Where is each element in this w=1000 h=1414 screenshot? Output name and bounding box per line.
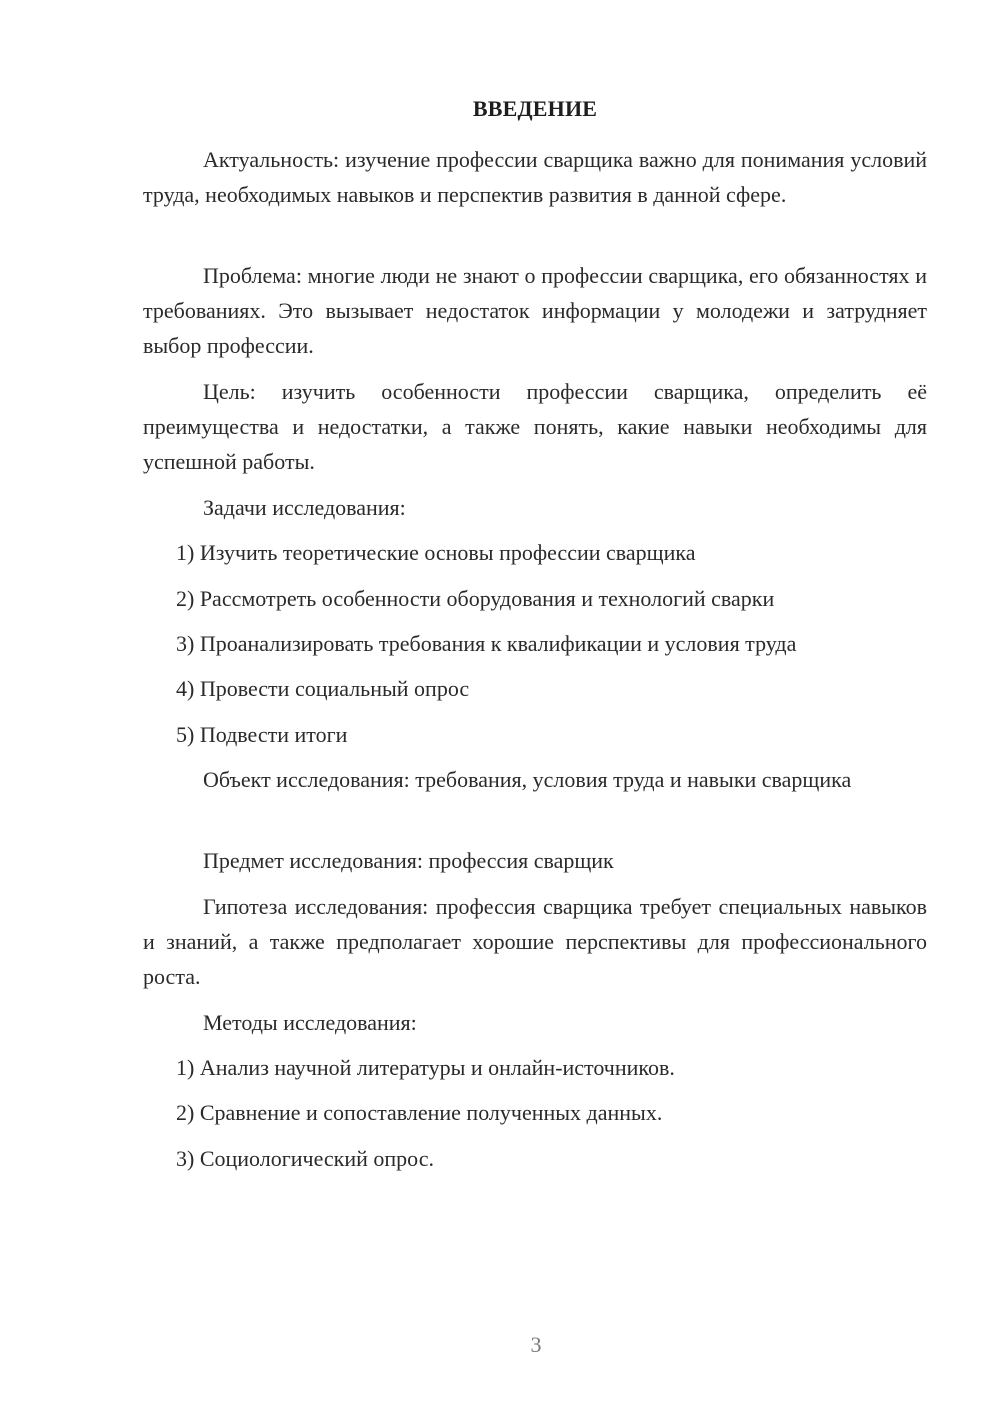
task-item: 1) Изучить теоретические основы профессии сварщика xyxy=(176,540,696,565)
method-item: 2) Сравнение и сопоставление полученных данных. xyxy=(176,1100,663,1125)
paragraph-relevance: Актуальность: изучение профессии сварщика важно для понимания условий труда, необходимых навыков и перспектив развития в данной сфере. xyxy=(143,147,927,207)
paragraph-subject: Предмет исследования: профессия сварщик xyxy=(203,848,614,873)
paragraph-hypothesis: Гипотеза исследования: профессия сварщика требует специальных навыков и знаний, а также предполагает хорошие перспективы для профессионального роста. xyxy=(143,894,927,989)
task-item: 5) Подвести итоги xyxy=(176,722,348,747)
paragraph-object: Объект исследования: требования, условия труда и навыки сварщика xyxy=(203,767,852,792)
task-item: 3) Проанализировать требования к квалификации и условия труда xyxy=(176,631,797,656)
method-item: 3) Социологический опрос. xyxy=(176,1146,434,1171)
tasks-heading: Задачи исследования: xyxy=(203,495,406,520)
paragraph-goal: Цель: изучить особенности профессии сварщика, определить её преимущества и недостатки, а также понять, какие навыки необходимы для успешной работы. xyxy=(143,379,927,474)
task-item: 2) Рассмотреть особенности оборудования и технологий сварки xyxy=(176,586,775,611)
page-number: 3 xyxy=(530,1332,542,1357)
task-item: 4) Провести социальный опрос xyxy=(176,676,470,701)
page-title: ВВЕДЕНИЕ xyxy=(472,96,598,121)
method-item: 1) Анализ научной литературы и онлайн-источников. xyxy=(176,1055,675,1080)
paragraph-problem: Проблема: многие люди не знают о профессии сварщика, его обязанностях и требованиях. Это вызывает недостаток информации у молодежи и затрудняет выбор профессии. xyxy=(143,263,927,358)
methods-heading: Методы исследования: xyxy=(203,1010,417,1035)
